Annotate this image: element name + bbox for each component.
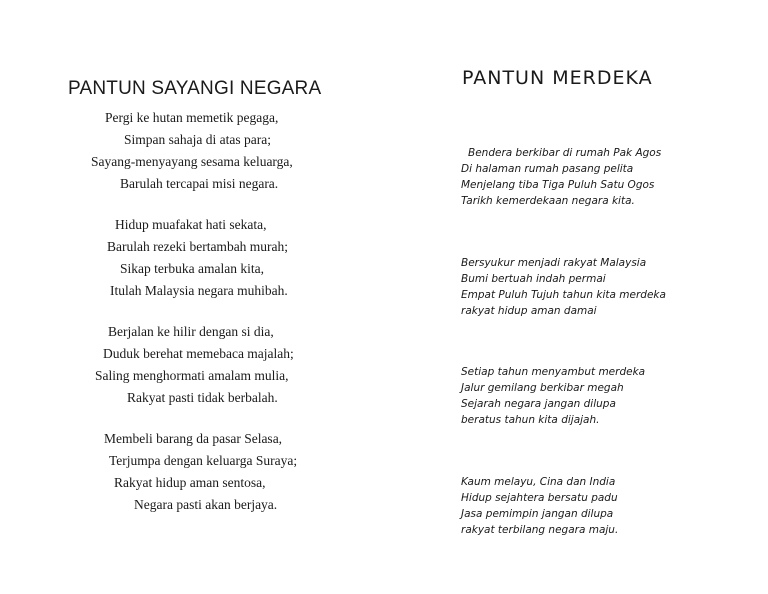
right-poem-line: Sejarah negara jangan dilupa — [461, 398, 616, 410]
right-poem-line: Tarikh kemerdekaan negara kita. — [461, 195, 635, 207]
right-poem-line: rakyat terbilang negara maju. — [461, 524, 619, 536]
right-poem-line: rakyat hidup aman damai — [461, 305, 597, 317]
left-poem-line: Itulah Malaysia negara muhibah. — [110, 283, 288, 298]
right-poem-title: PANTUN MERDEKA — [462, 67, 653, 89]
right-poem-line: Bendera berkibar di rumah Pak Agos — [468, 147, 662, 159]
left-poem-line: Hidup muafakat hati sekata, — [115, 217, 267, 232]
left-poem-title: PANTUN SAYANGI NEGARA — [68, 78, 322, 99]
right-poem-line: beratus tahun kita dijajah. — [461, 414, 600, 426]
right-poem-line: Setiap tahun menyambut merdeka — [461, 366, 646, 378]
right-poem-line: Empat Puluh Tujuh tahun kita merdeka — [461, 289, 666, 301]
right-poem-line: Jalur gemilang berkibar megah — [461, 382, 624, 394]
right-poem-line: Jasa pemimpin jangan dilupa — [461, 508, 614, 520]
left-poem-line: Negara pasti akan berjaya. — [134, 497, 278, 512]
left-poem-line: Berjalan ke hilir dengan si dia, — [108, 324, 274, 339]
left-poem-line: Barulah rezeki bertambah murah; — [107, 239, 289, 254]
left-poem-line: Sayang-menyayang sesama keluarga, — [91, 154, 293, 169]
left-poem-line: Simpan sahaja di atas para; — [124, 132, 271, 147]
left-poem-line: Saling menghormati amalam mulia, — [95, 368, 289, 383]
right-poem-line: Kaum melayu, Cina dan India — [461, 476, 616, 488]
left-poem-line: Barulah tercapai misi negara. — [120, 176, 279, 191]
right-poem-line: Hidup sejahtera bersatu padu — [461, 492, 618, 504]
left-poem-line: Membeli barang da pasar Selasa, — [104, 431, 283, 446]
left-poem-line: Pergi ke hutan memetik pegaga, — [105, 110, 279, 125]
left-poem-line: Rakyat pasti tidak berbalah. — [127, 390, 278, 405]
right-poem-line: Menjelang tiba Tiga Puluh Satu Ogos — [461, 179, 655, 191]
right-poem-line: Di halaman rumah pasang pelita — [461, 163, 634, 175]
right-poem-line: Bumi bertuah indah permai — [461, 273, 606, 285]
left-poem-line: Terjumpa dengan keluarga Suraya; — [109, 453, 298, 468]
left-poem-line: Rakyat hidup aman sentosa, — [114, 475, 266, 490]
left-poem-line: Sikap terbuka amalan kita, — [120, 261, 264, 276]
right-poem-line: Bersyukur menjadi rakyat Malaysia — [461, 257, 647, 269]
left-poem-line: Duduk berehat memebaca majalah; — [103, 346, 294, 361]
